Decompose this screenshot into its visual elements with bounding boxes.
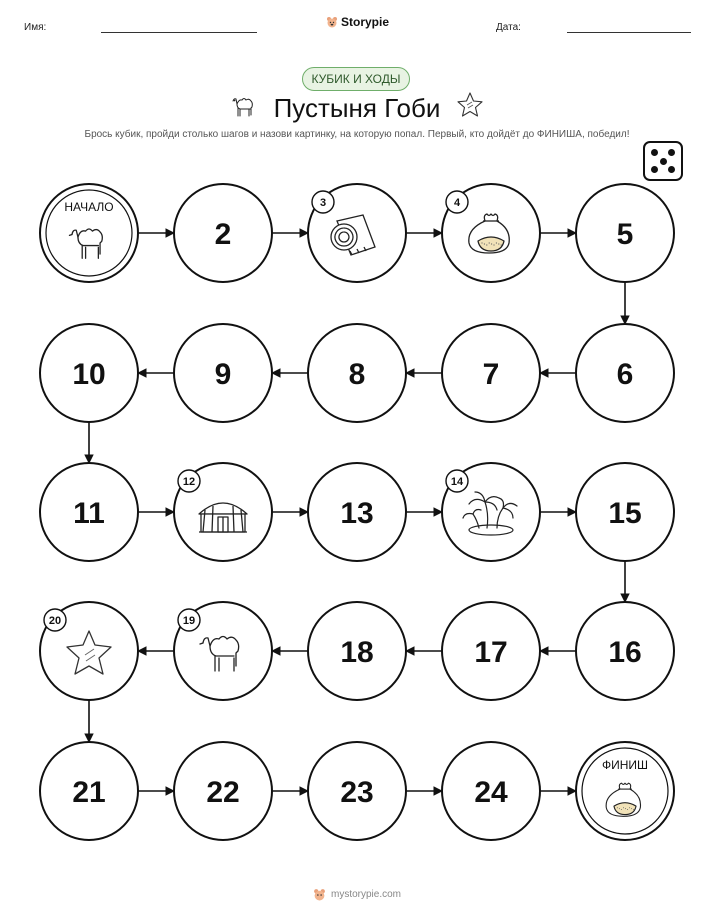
board-space-25 (576, 742, 674, 840)
space-number: 2 (214, 218, 232, 251)
worksheet-tag: КУБИК И ХОДЫ (302, 67, 410, 91)
space-number: 5 (616, 218, 634, 251)
instructions: Брось кубик, пройди столько шагов и назови картинку, на которую попал. Первый, кто дойдёт до ФИНИША, победил! (84, 129, 630, 140)
board-space-13 (308, 463, 406, 561)
space-number: 12 (182, 476, 196, 488)
board-space-9 (174, 324, 272, 422)
board-space-3 (308, 184, 406, 282)
board-space-19 (174, 602, 272, 700)
board-space-4 (442, 184, 540, 282)
space-number: 11 (73, 497, 105, 530)
space-number: 10 (72, 358, 106, 391)
board-space-23 (308, 742, 406, 840)
board-space-6 (576, 324, 674, 422)
space-number: 7 (482, 358, 500, 391)
space-number: 23 (340, 776, 374, 809)
bear-icon (313, 888, 326, 901)
board-space-2 (174, 184, 272, 282)
space-number: 21 (72, 776, 106, 809)
space-number: 3 (319, 197, 327, 209)
footer (0, 888, 714, 901)
footer-site: mystorypie.com (330, 889, 401, 900)
space-number: 9 (214, 358, 232, 391)
board-space-16 (576, 602, 674, 700)
date-label: Дата: (496, 22, 521, 33)
finish-label: ФИНИШ (601, 758, 649, 772)
board-space-8 (308, 324, 406, 422)
space-number: 20 (48, 615, 62, 627)
board-space-17 (442, 602, 540, 700)
space-number: 24 (474, 776, 508, 809)
board-space-18 (308, 602, 406, 700)
space-number: 19 (182, 615, 196, 627)
space-number: 6 (616, 358, 634, 391)
space-number: 14 (450, 476, 464, 488)
brand-name: Storypie (341, 15, 390, 29)
board-space-7 (442, 324, 540, 422)
worksheet-title: Пустыня Гоби (273, 93, 441, 123)
board-space-14 (442, 463, 540, 561)
board-space-10 (40, 324, 138, 422)
board-space-20 (40, 602, 138, 700)
space-number: 15 (608, 497, 642, 530)
space-circle (40, 184, 138, 282)
space-number: 22 (206, 776, 240, 809)
board-space-15 (576, 463, 674, 561)
space-number: 18 (340, 636, 374, 669)
board-space-5 (576, 184, 674, 282)
space-number: 17 (474, 636, 508, 669)
board-space-22 (174, 742, 272, 840)
board-space-11 (40, 463, 138, 561)
start-label: НАЧАЛО (64, 200, 114, 214)
board-space-12 (174, 463, 272, 561)
name-label: Имя: (24, 22, 47, 33)
board-space-24 (442, 742, 540, 840)
space-number: 8 (348, 358, 366, 391)
space-number: 4 (453, 197, 461, 209)
board-space-1 (40, 184, 138, 282)
space-number: 16 (608, 636, 642, 669)
board-space-21 (40, 742, 138, 840)
space-number: 13 (340, 497, 374, 530)
